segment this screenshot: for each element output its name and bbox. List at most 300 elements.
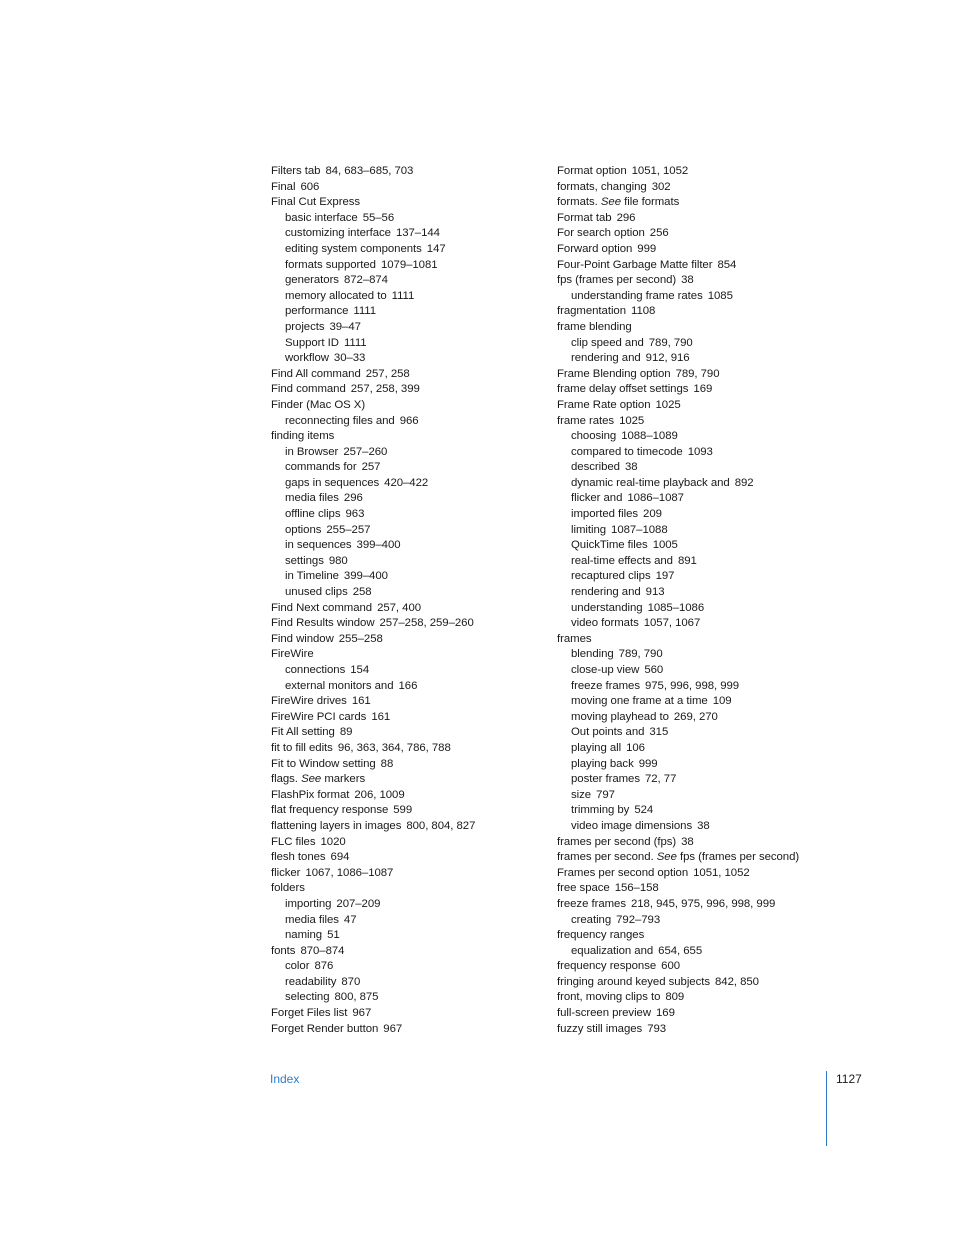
index-page-refs: 1085–1086	[647, 601, 705, 614]
index-term: FireWire PCI cards	[271, 710, 367, 723]
index-page-refs: 967	[383, 1022, 403, 1035]
index-page-refs: 792–793	[616, 913, 661, 926]
index-page-refs: 166	[398, 679, 418, 692]
index-entry	[557, 226, 847, 242]
index-entry	[557, 367, 847, 383]
index-term: FlashPix format	[271, 788, 350, 801]
index-term: close-up view	[571, 664, 640, 676]
index-subentry	[271, 258, 541, 274]
index-term: Fit All setting	[271, 726, 335, 739]
index-subentry	[271, 975, 541, 991]
index-term: fps (frames per second)	[557, 274, 677, 287]
index-entry	[271, 741, 541, 757]
index-column-left	[271, 164, 541, 1037]
index-entry	[271, 803, 541, 819]
index-entry	[557, 1022, 847, 1038]
see-reference-target: markers	[324, 773, 366, 786]
index-term: settings	[285, 554, 324, 567]
index-entry	[557, 990, 847, 1006]
index-term: freeze frames	[571, 679, 640, 692]
index-page-refs: 218, 945, 975, 996, 998, 999	[630, 897, 776, 910]
index-page-refs: 96, 363, 364, 786, 788	[337, 741, 451, 754]
index-term: Frame Rate option	[557, 398, 651, 411]
index-page-refs: 999	[638, 757, 658, 770]
index-page-refs: 206, 1009	[354, 788, 405, 801]
index-subentry	[557, 289, 847, 305]
index-term: For search option	[557, 227, 645, 240]
index-term: frames	[557, 632, 592, 645]
index-column-right	[557, 164, 847, 1037]
index-page-refs: 161	[351, 695, 371, 708]
index-entry	[557, 928, 847, 944]
index-page-refs: 1051, 1052	[693, 866, 750, 879]
index-term: unused clips	[285, 586, 348, 599]
index-page-refs: 599	[393, 804, 413, 817]
index-page-refs: 1025	[655, 398, 681, 411]
index-term: compared to timecode	[571, 445, 683, 458]
index-entry	[271, 647, 541, 663]
index-page-refs: 256	[649, 227, 669, 240]
footer-divider	[826, 1071, 827, 1146]
index-page-refs: 38	[697, 819, 710, 832]
index-entry	[557, 398, 847, 414]
index-page-refs: 399–400	[343, 570, 388, 583]
index-subentry	[271, 336, 541, 352]
index-subentry	[557, 476, 847, 492]
index-term: in sequences	[285, 539, 352, 552]
index-term: FLC files	[271, 835, 316, 848]
index-subentry	[557, 491, 847, 507]
index-entry	[271, 1006, 541, 1022]
index-term: real-time effects and	[571, 554, 673, 567]
index-subentry	[557, 507, 847, 523]
index-page-refs: 257–258, 259–260	[379, 617, 474, 630]
index-term: poster frames	[571, 773, 640, 786]
index-term: dynamic real-time playback and	[571, 476, 730, 489]
index-term: Find Next command	[271, 601, 373, 614]
index-page-refs: 38	[681, 274, 694, 287]
index-subentry	[271, 476, 541, 492]
index-entry	[557, 180, 847, 196]
index-subentry	[271, 351, 541, 367]
index-page-refs: 420–422	[384, 476, 429, 489]
index-term: editing system components	[285, 242, 422, 255]
index-term: formats.	[557, 196, 598, 209]
index-entry	[557, 897, 847, 913]
index-entry	[271, 881, 541, 897]
index-subentry	[271, 226, 541, 242]
index-term: flesh tones	[271, 851, 326, 864]
index-subentry	[557, 757, 847, 773]
index-term: moving one frame at a time	[571, 695, 708, 708]
index-page-refs: 967	[352, 1007, 372, 1020]
index-subentry	[271, 320, 541, 336]
index-page-refs: 315	[649, 726, 669, 739]
see-reference-target: file formats	[624, 196, 680, 209]
index-term: FireWire	[271, 648, 314, 661]
index-page-refs: 72, 77	[644, 773, 677, 786]
index-page-refs: 891	[677, 554, 697, 567]
index-subentry	[557, 601, 847, 617]
index-entry	[271, 835, 541, 851]
index-page-refs: 147	[426, 242, 446, 255]
index-term: blending	[571, 648, 614, 661]
index-page-refs: 892	[734, 476, 754, 489]
index-subentry	[557, 523, 847, 539]
index-subentry	[271, 289, 541, 305]
index-page-refs: 912, 916	[645, 352, 690, 365]
index-term: in Timeline	[285, 570, 339, 583]
index-entry	[271, 429, 541, 445]
index-term: free space	[557, 882, 610, 895]
index-page-refs: 789, 790	[648, 336, 693, 349]
index-page-refs: 524	[634, 804, 654, 817]
index-term: flat frequency response	[271, 804, 389, 817]
index-term: Forget Files list	[271, 1007, 348, 1020]
index-entry	[557, 414, 847, 430]
index-page-refs: 154	[350, 664, 370, 676]
index-term: formats supported	[285, 258, 376, 271]
index-page-refs: 963	[345, 508, 365, 521]
index-term: understanding	[571, 601, 643, 614]
index-term: Find Results window	[271, 617, 375, 630]
index-page-refs: 156–158	[614, 882, 659, 895]
index-page-refs: 913	[645, 586, 665, 599]
index-page-refs: 560	[644, 664, 664, 676]
index-term: external monitors and	[285, 679, 394, 692]
index-subentry	[557, 647, 847, 663]
index-page-refs: 654, 655	[658, 944, 703, 957]
index-page-refs: 980	[328, 554, 348, 567]
index-term: gaps in sequences	[285, 476, 380, 489]
index-entry	[557, 850, 847, 866]
see-reference-label: See	[600, 196, 621, 209]
index-subentry	[271, 491, 541, 507]
index-subentry	[271, 585, 541, 601]
index-page-refs: 999	[637, 242, 657, 255]
index-term: frames per second.	[557, 851, 654, 864]
index-subentry	[271, 304, 541, 320]
index-page-refs: 257, 258	[365, 367, 410, 380]
index-entry	[271, 850, 541, 866]
index-entry	[557, 881, 847, 897]
index-page-refs: 1057, 1067	[643, 617, 701, 630]
index-subentry	[271, 913, 541, 929]
index-subentry	[557, 616, 847, 632]
index-subentry	[557, 554, 847, 570]
index-term: fragmentation	[557, 305, 627, 318]
index-subentry	[557, 803, 847, 819]
index-term: media files	[285, 492, 339, 505]
index-page-refs: 793	[647, 1022, 667, 1035]
index-entry	[271, 616, 541, 632]
index-term: Support ID	[285, 336, 339, 349]
index-entry	[271, 601, 541, 617]
index-page-refs: 1111	[343, 336, 367, 349]
index-subentry	[271, 990, 541, 1006]
index-entry	[271, 632, 541, 648]
index-subentry	[271, 211, 541, 227]
index-page-refs: 789, 790	[618, 648, 663, 661]
index-page-refs: 1087–1088	[611, 523, 668, 536]
index-term: described	[571, 461, 620, 474]
index-entry	[557, 959, 847, 975]
index-term: creating	[571, 913, 612, 926]
footer-section-label: Index	[270, 1072, 300, 1086]
index-term: memory allocated to	[285, 289, 387, 302]
index-term: Find command	[271, 383, 346, 396]
index-term: connections	[285, 664, 346, 676]
index-term: flags.	[271, 773, 298, 786]
index-entry	[271, 757, 541, 773]
index-subentry	[557, 445, 847, 461]
index-term: moving playhead to	[571, 710, 669, 723]
index-page-refs: 39–47	[329, 320, 361, 333]
index-subentry	[271, 445, 541, 461]
index-term: frequency ranges	[557, 929, 645, 942]
index-term: Out points and	[571, 726, 645, 739]
index-subentry	[271, 523, 541, 539]
index-page-refs: 38	[681, 835, 694, 848]
index-subentry	[271, 928, 541, 944]
index-term: Frame Blending option	[557, 367, 671, 380]
index-term: Find window	[271, 632, 334, 645]
index-subentry	[271, 507, 541, 523]
index-term: frame delay offset settings	[557, 383, 689, 396]
index-term: Frames per second option	[557, 866, 689, 879]
index-entry	[557, 258, 847, 274]
index-page-refs: 1111	[353, 305, 377, 318]
index-subentry	[557, 569, 847, 585]
index-subentry	[557, 351, 847, 367]
index-subentry	[557, 336, 847, 352]
index-page-refs: 1067, 1086–1087	[305, 866, 394, 879]
index-term: Fit to Window setting	[271, 757, 376, 770]
index-page-refs: 870–874	[300, 944, 345, 957]
index-subentry	[271, 959, 541, 975]
index-page-refs: 797	[596, 788, 615, 801]
index-entry	[557, 382, 847, 398]
index-page-refs: 870	[341, 975, 361, 988]
index-subentry	[557, 741, 847, 757]
index-term: naming	[285, 929, 323, 942]
index-term: workflow	[285, 352, 329, 365]
index-entry	[271, 164, 541, 180]
index-subentry	[557, 725, 847, 741]
index-term: front, moving clips to	[557, 991, 661, 1004]
index-subentry	[557, 694, 847, 710]
index-term: Forget Render button	[271, 1022, 379, 1035]
index-subentry	[557, 944, 847, 960]
index-page-refs: 600	[661, 960, 681, 973]
index-entry	[557, 835, 847, 851]
index-subentry	[271, 242, 541, 258]
index-term: QuickTime files	[571, 539, 648, 552]
index-subentry	[271, 679, 541, 695]
index-page-refs: 269, 270	[673, 710, 718, 723]
index-term: formats, changing	[557, 180, 647, 193]
index-page-refs: 789, 790	[675, 367, 720, 380]
index-page-refs: 872–874	[343, 274, 388, 287]
index-page-refs: 975, 996, 998, 999	[644, 679, 740, 692]
index-term: clip speed and	[571, 336, 644, 349]
index-term: readability	[285, 975, 337, 988]
index-term: choosing	[571, 430, 617, 443]
index-page-refs: 169	[693, 383, 713, 396]
index-term: limiting	[571, 523, 607, 536]
index-term: basic interface	[285, 211, 358, 224]
index-page-refs: 399–400	[356, 539, 401, 552]
index-subentry	[271, 414, 541, 430]
index-page-refs: 258	[352, 586, 372, 599]
index-term: FireWire drives	[271, 695, 347, 708]
index-entry	[271, 382, 541, 398]
index-term: flicker and	[571, 492, 623, 505]
index-entry	[271, 866, 541, 882]
index-term: offline clips	[285, 508, 341, 521]
index-page-refs: 47	[343, 913, 357, 926]
index-term: frame rates	[557, 414, 615, 427]
index-entry	[271, 180, 541, 196]
index-term: finding items	[271, 430, 335, 443]
index-term: frame blending	[557, 320, 632, 333]
index-page-refs: 207–209	[336, 897, 381, 910]
index-term: color	[285, 960, 310, 973]
index-subentry	[557, 429, 847, 445]
index-term: folders	[271, 882, 305, 895]
index-term: Final Cut Express	[271, 196, 361, 209]
index-subentry	[271, 897, 541, 913]
index-term: playing back	[571, 757, 634, 770]
index-term: in Browser	[285, 445, 339, 458]
index-subentry	[271, 569, 541, 585]
index-entry	[271, 725, 541, 741]
index-page-refs: 966	[399, 414, 419, 427]
index-entry	[557, 211, 847, 227]
index-page-refs: 876	[314, 960, 334, 973]
index-subentry	[271, 538, 541, 554]
index-page-refs: 51	[327, 929, 340, 942]
index-subentry	[557, 788, 847, 804]
index-subentry	[557, 710, 847, 726]
index-term: frames per second (fps)	[557, 835, 677, 848]
index-page-refs: 809	[665, 991, 685, 1004]
index-subentry	[557, 460, 847, 476]
index-term: video image dimensions	[571, 819, 693, 832]
index-term: Forward option	[557, 242, 633, 255]
index-page-refs: 137–144	[395, 227, 440, 240]
index-term: reconnecting files and	[285, 414, 395, 427]
index-entry	[271, 195, 541, 211]
index-term: freeze frames	[557, 897, 626, 910]
index-entry	[557, 975, 847, 991]
index-term: Filters tab	[271, 165, 321, 177]
index-page-refs: 55–56	[362, 211, 395, 224]
index-subentry	[557, 913, 847, 929]
index-term: rendering and	[571, 586, 641, 599]
see-reference-label: See	[301, 773, 322, 786]
index-entry	[271, 819, 541, 835]
index-page-refs: 296	[616, 211, 636, 224]
index-entry	[271, 944, 541, 960]
index-entry	[271, 1022, 541, 1038]
index-term: flattening layers in images	[271, 819, 402, 832]
see-reference-label: See	[656, 851, 677, 864]
index-term: playing all	[571, 741, 622, 754]
index-page-refs: 257, 258, 399	[350, 383, 420, 396]
index-term: fringing around keyed subjects	[557, 975, 711, 988]
index-entry	[557, 195, 847, 211]
index-subentry	[271, 460, 541, 476]
index-term: selecting	[285, 991, 330, 1004]
index-term: recaptured clips	[571, 570, 651, 583]
index-page-refs: 38	[624, 461, 638, 474]
index-subentry	[557, 538, 847, 554]
index-term: understanding frame rates	[571, 289, 703, 302]
index-subentry	[557, 663, 847, 679]
index-entry	[557, 273, 847, 289]
index-page-refs: 30–33	[333, 352, 366, 365]
index-entry	[557, 164, 847, 180]
index-page-refs: 169	[656, 1007, 675, 1020]
index-page-refs: 302	[651, 180, 671, 193]
index-term: flicker	[271, 866, 301, 879]
index-page-refs: 606	[300, 180, 320, 193]
index-page-refs: 694	[330, 851, 350, 864]
index-term: Format tab	[557, 211, 612, 224]
index-page-refs: 255–258	[338, 632, 383, 645]
index-term: media files	[285, 913, 339, 926]
index-page-refs: 854	[717, 258, 737, 271]
index-entry	[271, 694, 541, 710]
index-term: generators	[285, 274, 339, 287]
index-subentry	[557, 679, 847, 695]
index-page-refs: 1111	[391, 289, 415, 302]
index-term: projects	[285, 320, 325, 333]
index-page-refs: 1086–1087	[627, 492, 684, 505]
index-page-refs: 1079–1081	[380, 258, 438, 271]
index-subentry	[557, 585, 847, 601]
index-term: importing	[285, 897, 332, 910]
index-term: trimming by	[571, 804, 630, 817]
index-entry	[271, 788, 541, 804]
index-term: size	[571, 788, 592, 801]
index-page-refs: 296	[343, 492, 363, 505]
index-page-refs: 1025	[619, 414, 645, 427]
index-page-refs: 197	[655, 570, 675, 583]
index-term: fuzzy still images	[557, 1022, 643, 1035]
index-page-refs: 1020	[320, 835, 346, 848]
index-term: Final	[271, 180, 296, 193]
index-term: customizing interface	[285, 227, 391, 240]
index-entry	[271, 710, 541, 726]
index-subentry	[557, 819, 847, 835]
index-term: equalization and	[571, 944, 654, 957]
index-term: Find All command	[271, 367, 361, 380]
index-term: commands for	[285, 461, 357, 474]
index-entry	[557, 632, 847, 648]
index-term: video formats	[571, 617, 639, 630]
index-page-refs: 257	[361, 461, 381, 474]
index-page-refs: 106	[626, 741, 645, 754]
index-term: imported files	[571, 508, 639, 521]
index-entry	[557, 320, 847, 336]
index-term: frequency response	[557, 960, 657, 973]
index-page-refs: 257–260	[343, 445, 388, 458]
page-number: 1127	[836, 1072, 862, 1086]
index-term: Format option	[557, 165, 627, 177]
index-page-refs: 1005	[652, 539, 678, 552]
